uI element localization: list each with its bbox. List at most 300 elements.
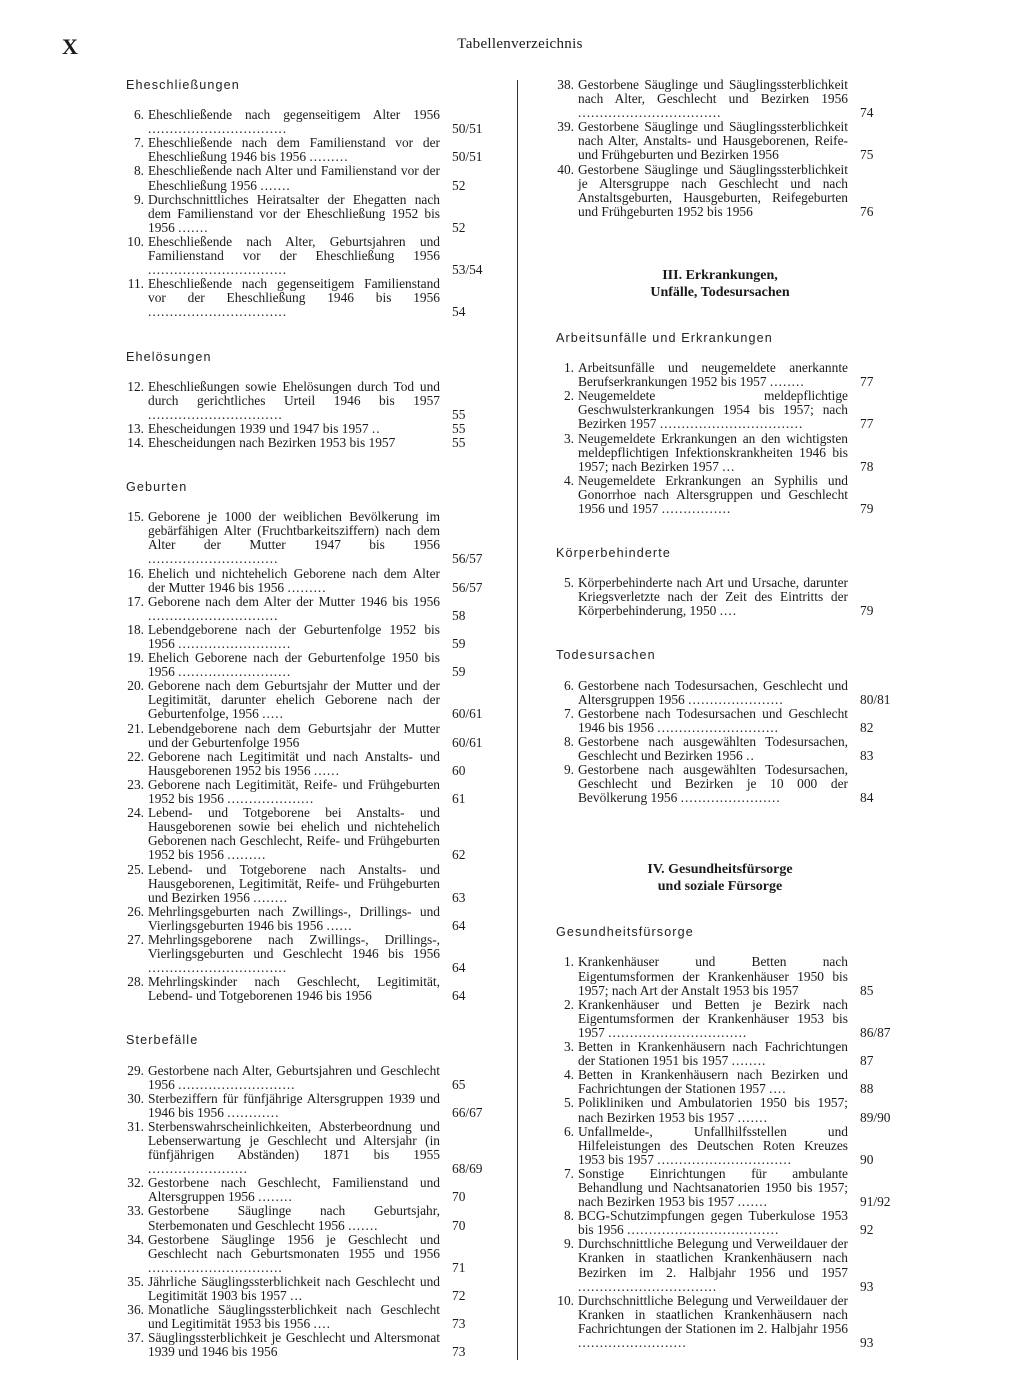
entry-title (148, 436, 440, 450)
entry-text: Monatliche Säuglingssterblichkeit nach Geschlecht und Legitimität 1953 bis 1956 (148, 1302, 440, 1332)
entry-leader-dots: ................................. (578, 105, 722, 121)
entry-page-number: 87 (860, 1053, 874, 1069)
entry-text: Körperbehinderte nach Art und Ursache, darunter Kriegsverletzte nach der Zeit des Eintritts der Körperbehinderung, 1950 (578, 575, 848, 619)
entry-page-number: 61 (452, 791, 466, 807)
entry-leader-dots: .............................. (148, 607, 279, 623)
entry-text: Gestorbene Säuglinge und Säuglingssterblichkeit nach Alter, Anstalts- und Hausgeborenen, Reife- und Frühgeburten und Bezirken 1956 (578, 119, 848, 163)
entry-number: 19. (127, 650, 144, 666)
entry-page-number: 56/57 (452, 579, 483, 595)
entry-page-number: 88 (860, 1081, 874, 1097)
entry-title (578, 1096, 848, 1124)
entry-text: Geborene nach Legitimität und nach Anstalts- und Hausgeborenen 1952 bis 1956 (148, 748, 440, 778)
entry-leader-dots: ............................... (657, 1151, 793, 1167)
toc-entry (118, 235, 484, 277)
entry-title (578, 1125, 848, 1167)
entry-number: 31. (127, 1118, 144, 1134)
toc-entry (548, 955, 892, 997)
entry-leader-dots: ..... (262, 706, 284, 722)
entry-leader-dots: ... (290, 1288, 304, 1304)
toc-entry (548, 120, 892, 162)
toc-entry (548, 735, 892, 763)
entry-text: Durchschnittliche Belegung und Verweildauer der Kranken in staatlichen Krankenhäusern nach Fachrichtungen der Stationen im 2. Halbjahr 1956 (578, 1292, 848, 1336)
toc-entry (118, 436, 484, 450)
entry-page-number: 72 (452, 1288, 466, 1304)
entry-text: Sterbenswahrscheinlichkeiten, Absterbeordnung und Lebenserwartung je Geschlecht und Altersjahr (in fünfjährigen Abständen) 1871 bis 1955 (148, 1118, 440, 1163)
section-heading: Körperbehinderte (556, 546, 671, 561)
entry-page-number: 73 (452, 1344, 466, 1360)
entry-leader-dots: ............................ (657, 719, 779, 735)
entry-text: Neugemeldete meldepflichtige Geschwulsterkrankungen 1954 bis 1957; nach Bezirken 1957 (578, 388, 848, 432)
entry-number: 8. (563, 733, 574, 749)
entry-number: 36. (127, 1302, 144, 1318)
entry-title (148, 1064, 440, 1092)
entry-title (578, 1294, 848, 1350)
entry-page-number: 70 (452, 1217, 466, 1233)
entry-text: BCG-Schutzimpfungen gegen Tuberkulose 1953 bis 1956 (578, 1208, 848, 1238)
entry-title (148, 595, 440, 623)
entry-number: 2. (563, 996, 574, 1012)
toc-entry (118, 277, 484, 319)
entry-number: 33. (127, 1203, 144, 1219)
entry-page-number: 66/67 (452, 1104, 483, 1120)
entry-title (148, 1233, 440, 1275)
entry-text: Mehrlingskinder nach Geschlecht, Legitimität, Lebend- und Totgeborenen 1946 bis 1956 (148, 974, 440, 1004)
entry-text: Ehelich und nichtehelich Geborene nach dem Alter der Mutter 1946 bis 1956 (148, 565, 440, 595)
entry-title (148, 380, 440, 422)
entry-text: Betten in Krankenhäusern nach Bezirken und Fachrichtungen der Stationen 1957 (578, 1067, 848, 1097)
toc-entry (118, 1064, 484, 1092)
toc-entry (548, 474, 892, 516)
right-column (548, 78, 892, 1350)
entry-number: 7. (133, 135, 144, 151)
entry-text: Jährliche Säuglingssterblichkeit nach Geschlecht und Legitimität 1903 bis 1957 (148, 1273, 440, 1304)
toc-entry (118, 722, 484, 750)
entry-title (578, 1068, 848, 1096)
entry-title (148, 1331, 440, 1359)
entry-title (578, 389, 848, 431)
entry-page-number: 89/90 (860, 1109, 891, 1125)
part-title-line: IV. Gesundheitsfürsorge (647, 862, 793, 878)
entry-title (148, 651, 440, 679)
entry-number: 4. (563, 472, 574, 488)
entry-text: Gestorbene Säuglinge und Säuglingssterblichkeit je Altersgruppe nach Geschlecht und nach Anstaltsgeburten, Hausgeburten, Reifegeburten und Frühgeburten 1952 bis 1956 (578, 161, 848, 219)
entry-page-number: 75 (860, 147, 874, 163)
entry-number: 28. (127, 974, 144, 990)
entry-leader-dots: ....... (348, 1217, 379, 1233)
entry-page-number: 73 (452, 1316, 466, 1332)
entry-text: Lebendgeborene nach der Geburtenfolge 1952 bis 1956 (148, 621, 440, 651)
entry-leader-dots: ................................ (148, 121, 288, 137)
entry-title (148, 510, 440, 566)
toc-entry (548, 1237, 892, 1293)
entry-title (578, 120, 848, 162)
entry-text: Gestorbene Säuglinge nach Geburtsjahr, Sterbemonaten und Geschlecht 1956 (148, 1203, 440, 1233)
entry-title (148, 193, 440, 235)
entry-number: 4. (563, 1067, 574, 1083)
section-heading: Ehelösungen (126, 349, 212, 364)
entry-page-number: 64 (452, 988, 466, 1004)
toc-entry (548, 1040, 892, 1068)
entry-title (578, 361, 848, 389)
entry-text: Krankenhäuser und Betten je Bezirk nach Eigentumsformen der Krankenhäuser 1953 bis 1957 (578, 996, 848, 1040)
entry-page-number: 77 (860, 374, 874, 390)
entry-leader-dots: ......... (309, 149, 349, 165)
left-column (118, 78, 484, 1360)
entry-leader-dots: ....... (260, 177, 291, 193)
entry-page-number: 91/92 (860, 1194, 891, 1210)
entry-text: Mehrlingsgeborene nach Zwillings-, Drillings-, Vierlingsgeburten und Geschlecht 1946 bis 1956 (148, 931, 440, 962)
entry-leader-dots: ...... (326, 917, 353, 933)
entry-text: Ehescheidungen 1939 und 1947 bis 1957 (148, 420, 369, 436)
entry-title (148, 722, 440, 750)
entry-leader-dots: ...... (313, 762, 340, 778)
entry-text: Eheschließende nach Alter und Familienstand vor der Eheschließung 1956 (148, 163, 440, 193)
toc-entry (548, 763, 892, 805)
entry-number: 35. (127, 1273, 144, 1289)
entry-number: 3. (563, 1039, 574, 1055)
entry-text: Lebendgeborene nach dem Geburtsjahr der Mutter und der Geburtenfolge 1956 (148, 720, 440, 750)
section-heading: Arbeitsunfälle und Erkrankungen (556, 330, 773, 345)
entry-title (578, 679, 848, 707)
toc-entry (118, 1303, 484, 1331)
entry-number: 5. (563, 1095, 574, 1111)
toc-entry (118, 595, 484, 623)
entry-number: 6. (563, 1123, 574, 1139)
entry-page-number: 71 (452, 1259, 466, 1275)
entry-text: Polikliniken und Ambulatorien 1950 bis 1957; nach Bezirken 1953 bis 1957 (578, 1095, 848, 1125)
entry-number: 39. (557, 119, 574, 135)
entry-number: 3. (563, 430, 574, 446)
entry-number: 9. (563, 762, 574, 778)
toc-entry (118, 975, 484, 1003)
toc-entry (118, 905, 484, 933)
toc-entry (548, 679, 892, 707)
toc-entry (118, 806, 484, 862)
entry-leader-dots: ....................... (680, 790, 781, 806)
entry-title (148, 164, 440, 192)
entry-number: 34. (127, 1231, 144, 1247)
entry-number: 23. (127, 776, 144, 792)
entry-page-number: 50/51 (452, 149, 483, 165)
toc-entry (548, 1167, 892, 1209)
entry-leader-dots: ........ (258, 1189, 293, 1205)
entry-text: Durchschnittliche Belegung und Verweildauer der Kranken in staatlichen Krankenhäusern nach Bezirken im 2. Halbjahr 1956 und 1957 (578, 1236, 848, 1280)
entry-page-number: 93 (860, 1335, 874, 1350)
entry-page-number: 53/54 (452, 262, 483, 278)
entry-title (148, 750, 440, 778)
toc-entry (118, 778, 484, 806)
entry-number: 8. (563, 1208, 574, 1224)
toc-entry (118, 750, 484, 778)
entry-page-number: 55 (452, 420, 466, 436)
entry-leader-dots: .... (769, 1081, 787, 1097)
entry-title (578, 998, 848, 1040)
entry-leader-dots: .. (371, 420, 381, 436)
entry-text: Gestorbene nach Todesursachen und Geschlecht 1946 bis 1956 (578, 705, 848, 735)
entry-number: 8. (133, 163, 144, 179)
entry-title (578, 1167, 848, 1209)
entry-leader-dots: ................................ (148, 304, 288, 320)
entry-text: Gestorbene nach ausgewählten Todesursachen, Geschlecht und Bezirken je 10 000 der Bevölkerung 1956 (578, 762, 848, 806)
entry-leader-dots: ............ (227, 1104, 280, 1120)
toc-entry (118, 1233, 484, 1275)
entry-number: 27. (127, 931, 144, 947)
entry-leader-dots: ................................ (608, 1024, 748, 1040)
entry-leader-dots: .......................... (178, 664, 292, 680)
toc-entry (118, 1204, 484, 1232)
entry-page-number: 60/61 (452, 734, 483, 750)
entry-title (578, 163, 848, 219)
entry-text: Geborene nach Legitimität, Reife- und Frühgeburten 1952 bis 1956 (148, 776, 440, 807)
entry-page-number: 64 (452, 960, 466, 976)
toc-entry (118, 1275, 484, 1303)
entry-title (148, 235, 440, 277)
entry-page-number: 55 (452, 406, 466, 422)
entry-leader-dots: ................................. (659, 416, 804, 432)
entry-number: 26. (127, 903, 144, 919)
entry-page-number: 55 (452, 434, 466, 450)
toc-entry (548, 361, 892, 389)
entry-title (148, 136, 440, 164)
entry-leader-dots: ................................... (627, 1222, 780, 1238)
toc-entry (548, 1096, 892, 1124)
entry-title (148, 1092, 440, 1120)
section-heading: Geburten (126, 480, 188, 495)
entry-leader-dots: ....................... (148, 1161, 248, 1177)
entry-text: Lebend- und Totgeborene bei Anstalts- und Hausgeborenen sowie bei ehelich und nichtehelich Geborenen nach Geschlecht, Reife- und Frühgeburten 1952 bis 1956 (148, 805, 440, 863)
entry-page-number: 62 (452, 847, 466, 863)
entry-title (148, 422, 440, 436)
entry-number: 10. (557, 1292, 574, 1308)
toc-entry (548, 576, 892, 618)
entry-title (148, 1275, 440, 1303)
toc-entry (118, 679, 484, 721)
entry-number: 21. (127, 720, 144, 736)
entry-page-number: 76 (860, 203, 874, 219)
toc-entry (548, 1068, 892, 1096)
entry-leader-dots: .. (746, 748, 755, 763)
entry-number: 32. (127, 1175, 144, 1191)
entry-leader-dots: ......... (227, 847, 267, 863)
entry-number: 37. (127, 1330, 144, 1346)
entry-leader-dots: ............................... (148, 1259, 283, 1275)
section-heading: Todesursachen (556, 648, 656, 663)
entry-page-number: 82 (860, 719, 874, 735)
entry-text: Ehelich Geborene nach der Geburtenfolge 1950 bis 1956 (148, 650, 440, 680)
entry-title (578, 576, 848, 618)
entry-title (148, 863, 440, 905)
entry-title (148, 567, 440, 595)
entry-number: 9. (133, 191, 144, 207)
entry-number: 7. (563, 1165, 574, 1181)
entry-page-number: 92 (860, 1222, 874, 1238)
entry-page-number: 54 (452, 304, 466, 320)
entry-text: Eheschließungen sowie Ehelösungen durch Tod und durch gerichtliches Urteil 1946 bis 1957 (148, 378, 440, 408)
entry-number: 29. (127, 1062, 144, 1078)
entry-text: Betten in Krankenhäusern nach Fachrichtungen der Stationen 1951 bis 1957 (578, 1039, 848, 1069)
entry-page-number: 77 (860, 416, 874, 432)
entry-title (148, 1204, 440, 1232)
entry-leader-dots: .......................... (178, 636, 292, 651)
entry-number: 10. (127, 233, 144, 249)
toc-entry (118, 136, 484, 164)
entry-text: Geborene nach dem Alter der Mutter 1946 bis 1956 (148, 593, 440, 609)
entry-page-number: 60 (452, 762, 466, 778)
entry-title (578, 432, 848, 474)
toc-entry (548, 163, 892, 219)
entry-text: Ehescheidungen nach Bezirken 1953 bis 1957 (148, 434, 396, 450)
entry-text: Durchschnittliches Heiratsalter der Ehegatten nach dem Familienstand vor der Eheschließung 1952 bis 1956 (148, 191, 440, 235)
entry-number: 30. (127, 1090, 144, 1106)
entry-title (578, 955, 848, 997)
entry-title (578, 1237, 848, 1293)
entry-title (148, 277, 440, 319)
entry-text: Säuglingssterblichkeit je Geschlecht und Altersmonat 1939 und 1946 bis 1956 (148, 1330, 440, 1360)
entry-number: 14. (127, 434, 144, 450)
section-heading: Eheschließungen (126, 78, 240, 92)
entry-leader-dots: ...................... (688, 691, 784, 707)
entry-leader-dots: ................ (661, 500, 732, 516)
toc-entry (548, 1294, 892, 1350)
page-title: Tabellenverzeichnis (457, 36, 583, 52)
entry-leader-dots: ....... (178, 219, 209, 235)
entry-text: Geborene je 1000 der weiblichen Bevölkerung im gebärfähigen Alter (Fruchtbarkeitsziffern) nach dem Alter der Mutter 1947 bis 1956 (148, 509, 440, 553)
entry-page-number: 68/69 (452, 1161, 483, 1177)
entry-number: 18. (127, 621, 144, 637)
entry-text: Sterbeziffern für fünfjährige Altersgruppen 1939 und 1946 bis 1956 (148, 1090, 440, 1120)
toc-entry (118, 1092, 484, 1120)
entry-page-number: 59 (452, 664, 466, 680)
entry-text: Krankenhäuser und Betten nach Eigentumsformen der Krankenhäuser 1950 bis 1957; nach Art der Anstalt 1953 bis 1957 (578, 954, 848, 998)
entry-number: 12. (127, 378, 144, 394)
entry-text: Arbeitsunfälle und neugemeldete anerkannte Berufserkrankungen 1952 bis 1957 (578, 360, 848, 390)
entry-page-number: 93 (860, 1278, 874, 1294)
entry-title (578, 474, 848, 516)
section-heading: Sterbefälle (126, 1033, 199, 1048)
entry-number: 15. (127, 509, 144, 525)
entry-number: 9. (563, 1236, 574, 1252)
toc-entry (118, 623, 484, 651)
entry-text: Geborene nach dem Geburtsjahr der Mutter und der Legitimität, darunter ehelich Geborene nach der Geburtenfolge, 1956 (148, 678, 440, 722)
toc-entry (118, 422, 484, 436)
toc-entry (118, 1176, 484, 1204)
entry-title (148, 778, 440, 806)
toc-entry (118, 1120, 484, 1176)
entry-text: Gestorbene nach Alter, Geburtsjahren und Geschlecht 1956 (148, 1062, 440, 1092)
entry-text: Gestorbene Säuglinge 1956 je Geschlecht und Geschlecht nach Geburtsmonaten 1955 und 1956 (148, 1231, 440, 1261)
toc-entry (548, 707, 892, 735)
toc-entry (118, 193, 484, 235)
column-divider (517, 80, 518, 1360)
entry-leader-dots: .... (719, 603, 738, 619)
entry-page-number: 86/87 (860, 1024, 891, 1040)
entry-number: 2. (563, 388, 574, 404)
entry-page-number: 80/81 (860, 691, 891, 707)
entry-page-number: 78 (860, 458, 874, 474)
toc-entry (118, 651, 484, 679)
entry-leader-dots: ................................ (578, 1278, 718, 1294)
entry-number: 6. (563, 677, 574, 693)
entry-number: 5. (563, 575, 574, 591)
entry-number: 24. (127, 805, 144, 821)
entry-title (148, 1176, 440, 1204)
page-roman-numeral: X (62, 34, 79, 59)
toc-entry (118, 933, 484, 975)
entry-page-number: 59 (452, 636, 466, 651)
entry-text: Eheschließende nach dem Familienstand vor der Eheschließung 1946 bis 1956 (148, 135, 440, 165)
toc-entry (548, 78, 892, 120)
entry-title (578, 707, 848, 735)
entry-leader-dots: ........ (769, 374, 805, 390)
entry-leader-dots: ........ (731, 1053, 767, 1069)
entry-page-number: 90 (860, 1151, 874, 1167)
toc-entry (118, 108, 484, 136)
entry-number: 38. (557, 77, 574, 92)
entry-page-number: 60/61 (452, 706, 483, 722)
entry-number: 16. (127, 565, 144, 581)
toc-entry (548, 432, 892, 474)
toc-entry (118, 164, 484, 192)
entry-number: 25. (127, 861, 144, 877)
entry-page-number: 52 (452, 177, 466, 193)
toc-entry (118, 1331, 484, 1359)
entry-number: 17. (127, 593, 144, 609)
entry-page-number: 70 (452, 1189, 466, 1205)
entry-title (148, 975, 440, 1003)
entry-text: Eheschließende nach gegenseitigem Familienstand vor der Eheschließung 1946 bis 1956 (148, 276, 440, 306)
part-title-line: Unfälle, Todesursachen (650, 284, 790, 300)
entry-leader-dots: ......... (287, 579, 327, 595)
entry-text: Gestorbene nach Todesursachen, Geschlecht und Altersgruppen 1956 (578, 677, 848, 707)
toc-entry (548, 389, 892, 431)
entry-page-number: 64 (452, 917, 466, 933)
entry-title (148, 679, 440, 721)
entry-text: Gestorbene nach Geschlecht, Familienstand und Altersgruppen 1956 (148, 1175, 440, 1205)
entry-leader-dots: ........................... (178, 1076, 296, 1092)
entry-number: 11. (127, 276, 144, 292)
toc-entry (548, 1125, 892, 1167)
entry-text: Sonstige Einrichtungen für ambulante Behandlung und Nachtsanatorien 1950 bis 1957; nach Bezirken 1953 bis 1957 (578, 1165, 848, 1210)
entry-page-number: 85 (860, 982, 874, 998)
entry-title (148, 806, 440, 862)
entry-leader-dots: ....... (737, 1109, 768, 1125)
entry-number: 13. (127, 420, 144, 436)
entry-page-number: 74 (860, 105, 874, 121)
toc-entry (118, 567, 484, 595)
entry-number: 20. (127, 678, 144, 694)
entry-page-number: 83 (860, 748, 874, 763)
entry-page-number: 79 (860, 500, 874, 516)
toc-entry (548, 1209, 892, 1237)
entry-page-number: 56/57 (452, 551, 483, 567)
entry-leader-dots: ....... (737, 1194, 768, 1210)
entry-leader-dots: ................................ (148, 262, 288, 278)
entry-text: Eheschließende nach Alter, Geburtsjahren und Familienstand vor der Eheschließung 1956 (148, 233, 440, 264)
entry-page-number: 58 (452, 607, 466, 623)
entry-leader-dots: .................... (227, 791, 315, 807)
entry-leader-dots: ................................ (148, 960, 288, 976)
entry-page-number: 79 (860, 603, 874, 619)
entry-page-number: 65 (452, 1076, 466, 1092)
entry-title (578, 1209, 848, 1237)
entry-text: Mehrlingsgeburten nach Zwillings-, Drillings- und Vierlingsgeburten 1946 bis 1956 (148, 903, 440, 933)
entry-text: Gestorbene nach ausgewählten Todesursachen, Geschlecht und Bezirken 1956 (578, 733, 848, 763)
entry-title (148, 623, 440, 651)
entry-title (148, 108, 440, 136)
entry-title (148, 1303, 440, 1331)
part-heading (548, 267, 892, 301)
part-title-line: III. Erkrankungen, (662, 267, 778, 283)
